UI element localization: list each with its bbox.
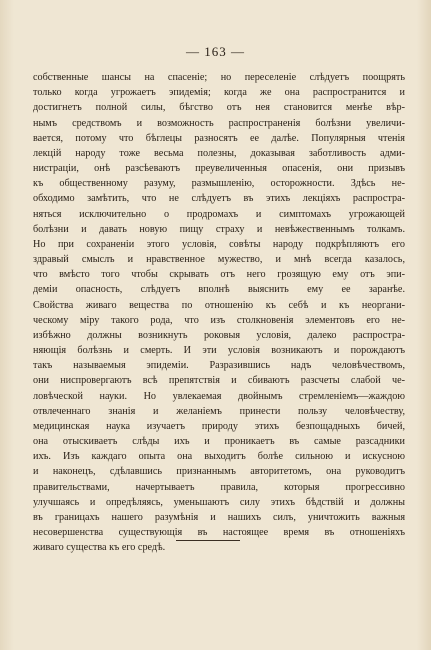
text-line: ихъ. Изъ каждаго опыта она выходитъ болѣе сильною и искусною: [33, 451, 405, 463]
text-line: обходимо замѣтить, что не слѣдуетъ въ этихъ лекціяхъ распростра-: [33, 193, 405, 205]
text-line: избѣжно должны возникнуть роковыя условія, далеко распростра-: [33, 329, 405, 341]
text-line: собственные шансы на спасеніе; но переселеніе слѣдуетъ поощрять: [33, 72, 405, 83]
text-line: несовершенства существующія въ настоящее время въ отношеніяхъ: [33, 527, 405, 539]
text-line: няющія болѣзнь и смерть. И эти условія возникаютъ и порождаютъ: [33, 345, 405, 357]
text-line: въ границахъ нашего разумѣнія и нашихъ силъ, уничтожить важныя: [33, 511, 405, 523]
text-line: правительствами, начертываетъ правила, которыя прогрессивно: [33, 481, 405, 493]
text-line: Но при сохраненіи этого условія, совѣты народу подкрѣпляютъ его: [33, 238, 405, 250]
text-line: улучшаясь и опредѣляясь, уменьшаютъ силу этихъ бѣдствій и должны: [33, 496, 405, 508]
text-line: и наконецъ, сдѣлавшись признаннымъ авторитетомъ, она руководитъ: [33, 466, 405, 478]
text-line: живаго существа къ его средѣ.: [33, 542, 166, 554]
text-line: Свойства живаго вещества по отношенію къ себѣ и къ неоргани-: [33, 299, 405, 311]
text-line: ловѣческой науки. Но увлекаемая двойнымъ стремленіемъ—жаждою: [33, 390, 405, 402]
text-line: отвлеченнаго знанія и желаніемъ принести пользу человѣчеству,: [33, 405, 405, 417]
text-line: она отыскиваетъ слѣды ихъ и проникаетъ въ самые разсадники: [33, 436, 405, 448]
text-line: деміи опасность, слѣдуетъ вполнѣ выяснить ему ее заранѣе.: [33, 284, 405, 296]
text-line: болѣзни и давать новую пищу страху и невѣжественнымъ толкамъ.: [33, 223, 405, 235]
text-line: медицинская наука изучаетъ природу этихъ безпощадныхъ бичей,: [33, 420, 405, 432]
text-line: лекцій народу тоже весьма полезны, доказывая заботливость адми-: [33, 147, 405, 159]
text-line: нымъ средствомъ и возможность распространенія болѣзни увеличи-: [33, 117, 405, 129]
text-line: что вмѣсто того чтобы скрывать отъ него грозящую ему отъ эпи-: [33, 269, 405, 281]
text-line: няться исключительно о продромахъ и симптомахъ угрожающей: [33, 208, 405, 220]
page-number: — 163 —: [186, 44, 245, 59]
text-line: они ниспровергаютъ всѣ препятствія и сбиваютъ разсчеты слабой че-: [33, 375, 405, 387]
text-line: достигнетъ полной силы, бѣгство отъ нея становится менѣе вѣр-: [33, 102, 405, 114]
text-line: къ общественному разуму, размышленію, осторожности. Здѣсь не-: [33, 178, 405, 190]
section-divider: [176, 540, 240, 541]
body-text: [33, 70, 405, 556]
text-line: нистраціи, онѣ разсѣеваютъ преувеличенныя опасенія, они призывъ: [33, 163, 405, 175]
text-line: только когда угрожаетъ эпидемія; когда же она распространится и: [33, 87, 405, 99]
text-line: такъ называемыя эпидеміи. Разразившись надъ человѣчествомъ,: [33, 360, 405, 372]
text-line: вается, потому что бѣглецы разносятъ ее далѣе. Популярныя чтенія: [33, 132, 405, 144]
text-line: здравый смыслъ и нравственное мужество, и мнѣ всегда казалось,: [33, 254, 405, 266]
text-line: ческому міру такого рода, что изъ столкновенія элементовъ его не-: [33, 314, 405, 326]
